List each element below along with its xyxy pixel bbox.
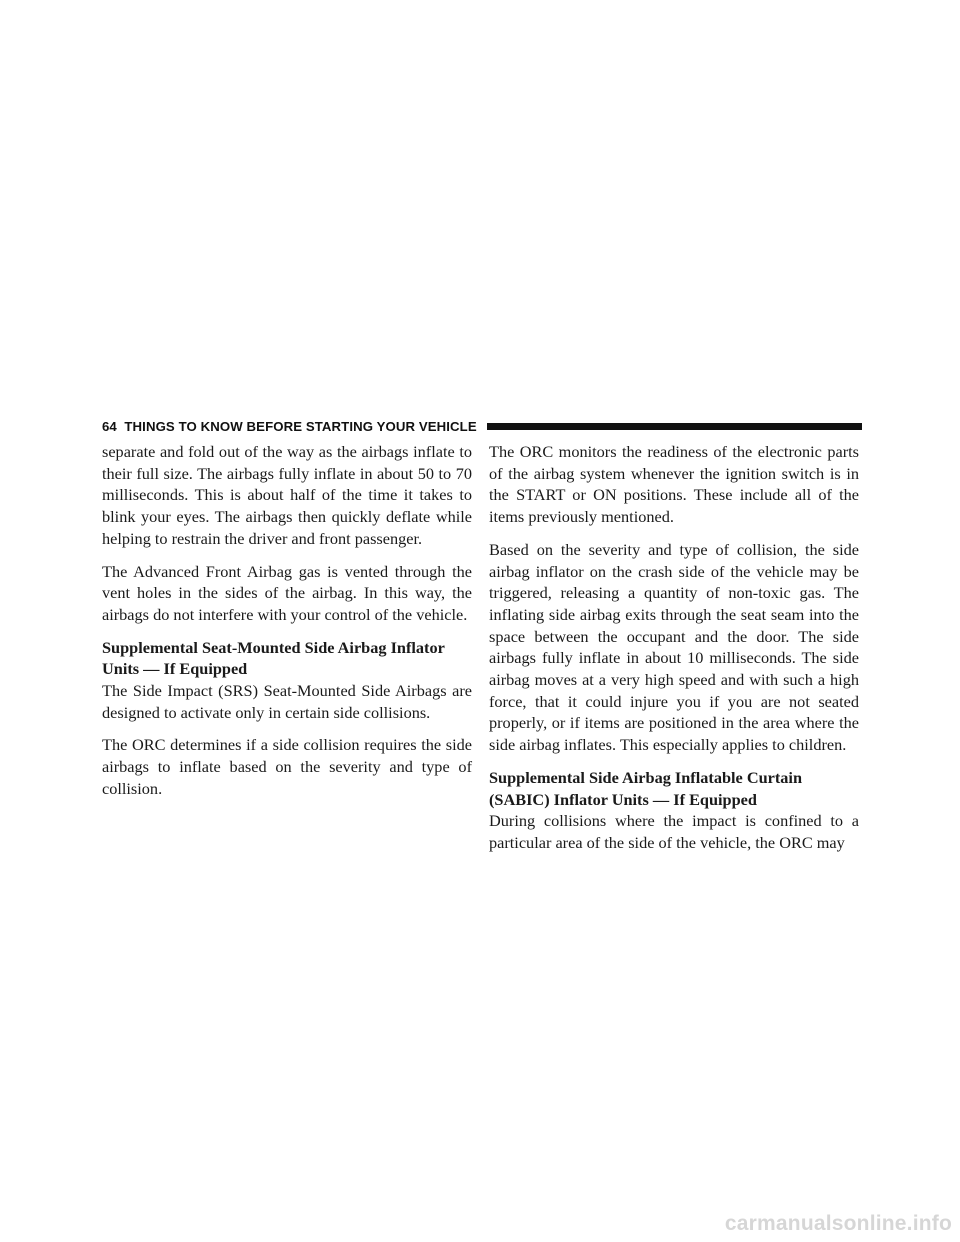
watermark: carmanualsonline.info xyxy=(724,1212,952,1235)
page-header xyxy=(102,416,862,436)
right-column xyxy=(489,441,859,865)
heading-line-1: Supplemental Seat-Mounted Side Airbag Inflator xyxy=(102,637,445,657)
left-column xyxy=(102,441,472,811)
right-paragraph-3: During collisions where the impact is confined to a particular area of the side of the vehicle, the ORC may xyxy=(489,811,859,852)
right-paragraph-1: The ORC monitors the readiness of the electronic parts of the airbag system whenever the ignition switch is in the START or ON positions. These include all of the items previously mentioned. xyxy=(489,442,859,527)
left-paragraph-1: separate and fold out of the way as the airbags inflate to their full size. The airbags fully inflate in about 50 to 70 milliseconds. This is about half of the time it takes to blink your eyes. The airbags then quickly deflate while helping to restrain the driver and front passenger. xyxy=(102,442,472,548)
sabic-heading xyxy=(489,767,859,810)
right-paragraph-2: Based on the severity and type of collision, the side airbag inflator on the crash side of the vehicle may be triggered, releasing a quantity of non-toxic gas. The inflating side airbag exits through the seat seam into the space between the occupant and the door. The side airbags fully inflate in about 10 milliseconds. The side airbag moves at a very high speed and with such a high force, that it could injure you if you are not seated properly, or if items are positioned in the area where the side airbag inflates. This especially applies to children. xyxy=(489,539,859,755)
heading-line-1: Supplemental Side Airbag Inflatable Curtain xyxy=(489,767,803,787)
heading-line-2: (SABIC) Inflator Units — If Equipped xyxy=(489,789,757,809)
section-title: THINGS TO KNOW BEFORE STARTING YOUR VEHICLE xyxy=(124,418,477,434)
header-rule xyxy=(487,423,862,430)
left-paragraph-3: The Side Impact (SRS) Seat-Mounted Side Airbags are designed to activate only in certain side collisions. xyxy=(102,681,472,722)
seat-mounted-airbag-heading xyxy=(102,637,472,680)
heading-line-2: Units — If Equipped xyxy=(102,659,248,679)
page-number: 64 xyxy=(102,418,117,434)
left-paragraph-2: The Advanced Front Airbag gas is vented through the vent holes in the sides of the airbag. In this way, the airbags do not interfere with your control of the vehicle. xyxy=(102,561,472,624)
header-text xyxy=(102,419,477,434)
left-paragraph-4: The ORC determines if a side collision requires the side airbags to inflate based on the severity and type of collision. xyxy=(102,735,472,798)
